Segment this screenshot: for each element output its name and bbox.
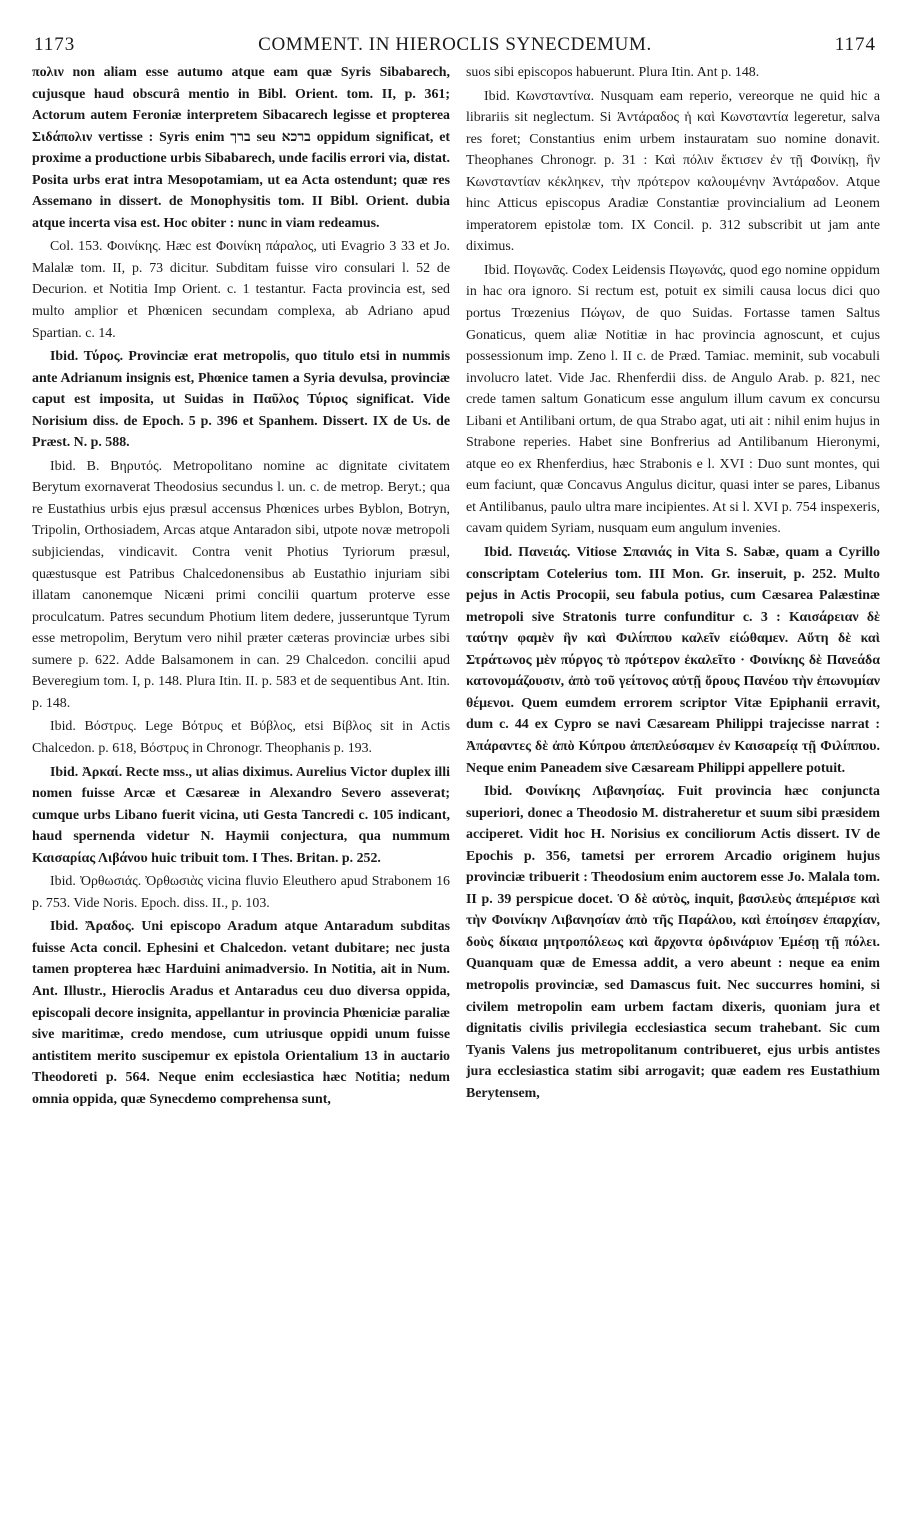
paragraph: Ibid. Κωνσταντίνα. Nusquam eam reperio, vereorque ne quid hic a librariis sit neglectum. Si Ἀντάραδος ἡ καὶ Κωνσταντία legeretur, salva res foret; Constantius enim urbem instauratam suo nomine donavit. Theophanes Chronogr. p. 31 : Καὶ πόλιν ἔκτισεν ἐν τῇ Φοινίκῃ, ἣν Κωνσταντίαν κέκληκεν, τὴν πρότερον καλουμένην Ἀντάραδον. Atque hinc Atticus episcopus Aradiæ Constantiæ provincialium ad Leonem imperatorem epistolæ tom. IX Concil. p. 312 subscribit ut jam ante diximus. [466, 88, 880, 255]
left-column [32, 62, 450, 1517]
paragraph: Ibid. Τύρος. Provinciæ erat metropolis, quo titulo etsi in nummis ante Adrianum insignis est, Phœnice tamen a Syria devulsa, provinciæ caput est imposita, ut Suidas in Παῦλος Τύριος significat. Vide Norisium diss. de Epoch. 5 p. 396 et Spanhem. Dissert. IX de Us. de Præst. N. p. 588. [32, 349, 450, 451]
paragraph: Ibid. Πανειάς. Vitiose Σπανιάς in Vita S. Sabæ, quam a Cyrillo conscriptam Cotelerius tom. III Mon. Gr. inseruit, p. 252. Multo pejus in Actis Procopii, seu fabula potius, cum Cæsarea Palæstinæ metropoli sive Stratonis turre confunditur c. 3 : Καισάρειαν δὲ ταύτην φαμὲν ἣν καὶ Φιλίππου καλεῖν εἰώθαμεν. Αὕτη δὲ καὶ Στράτωνος μὲν πύργος τὸ πρότερον ἐκαλεῖτο · Φοινίκης δὲ Πανεάδα κατονομάζουσιν, ἀπὸ τοῦ γείτονος αὐτῇ ὄρους Πανέου τὴν ἐπωνυμίαν θέμενοι. Quem eumdem errorem scriptor Vitæ Epiphanii erravit, dum c. 44 ex Cypro se navi Cæsaream Philippi trajecisse narrat : Ἀπάραντες δὲ ἀπὸ Κύπρου ἀπεπλεύσαμεν ἐν Καισαρείᾳ τῇ Φιλίππου. Neque enim Paneadem sive Cæsaream Philippi appellere potuit. [466, 545, 880, 776]
paragraph: Col. 153. Φοινίκης. Hæc est Φοινίκη πάραλος, uti Evagrio 3 33 et Jo. Malalæ tom. II, p. 73 dicitur. Subditam fuisse viro consulari l. 52 de Decurion. et Notitia Imp Orient. c. 1 testantur. Facta provincia est, sed multo amplior et Phœnicen secundam complexa, ab Adriano apud Spartian. c. 14. [32, 239, 450, 341]
page-number-left: 1173 [34, 34, 76, 55]
paragraph: Ibid. Βόστρυς. Lege Βότρυς et Βύβλος, etsi Βίβλος sit in Actis Chalcedon. p. 618, Βόστρυς in Chronogr. Theophanis p. 193. [32, 719, 450, 756]
paragraph: suos sibi episcopos habuerunt. Plura Itin. Ant p. 148. [466, 65, 760, 80]
paragraph: Ibid. Ὀρθωσιάς. Ὀρθωσιὰς vicina fluvio Eleuthero apud Strabonem 16 p. 753. Vide Noris. Epoch. diss. II., p. 103. [32, 874, 450, 911]
right-column [466, 62, 880, 1517]
paragraph: Ibid. Φοινίκης Λιβανησίας. Fuit provincia hæc conjuncta superiori, donec a Theodosio M. distraheretur et suum sibi præsidem acciperet. Vidit hoc H. Norisius ex conciliorum Actis dissert. IV de Epochis p. 356, tametsi per errorem Arcadio originem hujus provinciæ tribuerit : Theodosium enim auctorem esse Jo. Malala tom. II p. 39 perspicue docet. Ὁ δὲ αὐτὸς, inquit, βασιλεὺς ἀπεμέρισε καὶ τὴν Φοινίκην Λιβανησίαν ἀπὸ τῆς Παράλου, καὶ ἐποίησεν ἐπαρχίαν, δοὺς δίκαια μητροπόλεως καὶ ἄρχοντα ὀρδινάριον Ἐμέσῃ τῇ πόλει. Quanquam quæ de Emessa addit, a vero abeunt : neque ea enim metropolis provinciæ, sed Damascus fuit. Nec succurres homini, si civilem metropolin eam urbem factam dixeris, quoniam jura et dignitatis civilis privilegia ecclesiastica secum trahebant. Sic cum Tyanis Valens jus metropolitanum contribueret, ejus urbis antistes jura ecclesiastica statim sibi arrogavit; quæ eadem res Eustathium Berytensem, [466, 784, 880, 1101]
paragraph: Ibid. Πογωνᾶς. Codex Leidensis Πωγωνάς, quod ego nomine oppidum in hac ora ignoro. Si rectum est, potuit ex simili causa locus dici quo portus Trœzenius Πώγων, de quo Suidas. Fortasse tamen Saltus Gonaticus, quem aliæ Notitiæ in hac provincia agnoscunt, et cujus possessionum imp. Zeno l. II c. de Præd. Tamiac. meminit, sub vocabuli involucro latet. Vide Jac. Rhenferdii diss. de Angulo Arab. p. 821, nec crede tamen saltum Gonaticum esse angulum illum cavum ex concursu Libani et Antilibani ortum, de qua Strabo agat, uti ait : nihil enim hujus in Strabone reperies. Habet sine Bonfrerius ad Antilibanum Hieronymi, atque eo ex Rhenferdius, hæc Strabonis e l. XVI : Duo sunt montes, qui eum faciunt, quæ Concavus Angulus dicitur, quasi inter se pares, Libanus et Antilibanus, paulo ultra mare incipientes. At si l. XVI p. 754 inspexeris, cavam quidem Syriam, nusquam eum angulum invenies. [466, 262, 880, 537]
running-head [34, 34, 876, 58]
page-number-right: 1174 [834, 34, 876, 55]
paragraph: πολιν non aliam esse autumo atque eam quæ Syris Sibabarech, cujusque haud obscurâ mentio in Bibl. Orient. tom. II, p. 361; Actorum autem Feroniæ interpretem Sibacarech legisse et propterea Σιδάπολιν vertisse : Syris enim ברך seu ברכא oppidum significat, et proxime a productione urbis Sibabarech, unde facilis errori via, distat. Posita urbs erat intra Mesopotamiam, ut ea Acta ostendunt; quæ res Assemano in dissert. de Monophysitis tom. II Bibl. Orient. dubia atque incerta visa est. Hoc obiter : nunc in viam redeamus. [32, 65, 450, 231]
paragraph: Ibid. Ἄραδος. Uni episcopo Aradum atque Antaradum subditas fuisse Acta concil. Ephesini et Chalcedon. vetant dubitare; nec justa tamen propterea hæc Harduini animadversio. In Notitia, ait in Num. Ant. Illustr., Hieroclis Aradus et Antaradus ceu duo diversa oppida, episcopali decore insignita, appellantur in provincia Phœniciæ paraliæ sive maritimæ, credo mendose, cum utriusque oppidi unum fuisse antistitem merito suscipemur ex epistola Orientalium 13 in auctario Theodoreti p. 564. Neque enim ecclesiastica hæc Notitia; nedum omnia oppida, quæ Synecdemo comprehensa sunt, [32, 919, 450, 1107]
paragraph: Ibid. Ἀρκαί. Recte mss., ut alias diximus. Aurelius Victor duplex illi nomen fuisse Arcæ et Cæsareæ in Alexandro Severo asseverat; cumque urbs Libano fuerit vicina, uti Gesta Tancredi c. 105 indicant, haud spernenda videtur N. Haymii conjectura, qua nummum Καισαρίας Λιβάνου huic tribuit tom. I Thes. Britan. p. 252. [32, 764, 450, 866]
paragraph: Ibid. B. Βηρυτός. Metropolitano nomine ac dignitate civitatem Berytum exornaverat Theodosius secundus l. un. c. de metrop. Beryt.; qua re Eustathius urbis ejus præsul accensus Phœnices urbes Byblon, Botryn, Tripolin, Orthosiadem, Arcas atque Antaradon sibi, utpote novæ metropoli subjiciendas, vindicavit. Contra venit Photius Tyriorum præsul, quæstusque est Patribus Chalcedonensibus ab Eustathio injuriam sibi illatam canonemque Nicæni primi concilii quartum proterve esse proculcatum. Patres secundum Photium litem dedere, jusseruntque Tyrum esse metropolim, Berytum vero nihil præter cæteras provinciæ urbes sibi sumere p. 622. Adde Balsamonem in can. 29 Chalcedon. concilii apud Beveregium tom. I, p. 148. Plura Itin. II. p. 583 et de sequentibus Ant. Itin. p. 148. [32, 458, 450, 711]
running-title: COMMENT. IN HIEROCLIS SYNECDEMUM. [258, 34, 652, 55]
